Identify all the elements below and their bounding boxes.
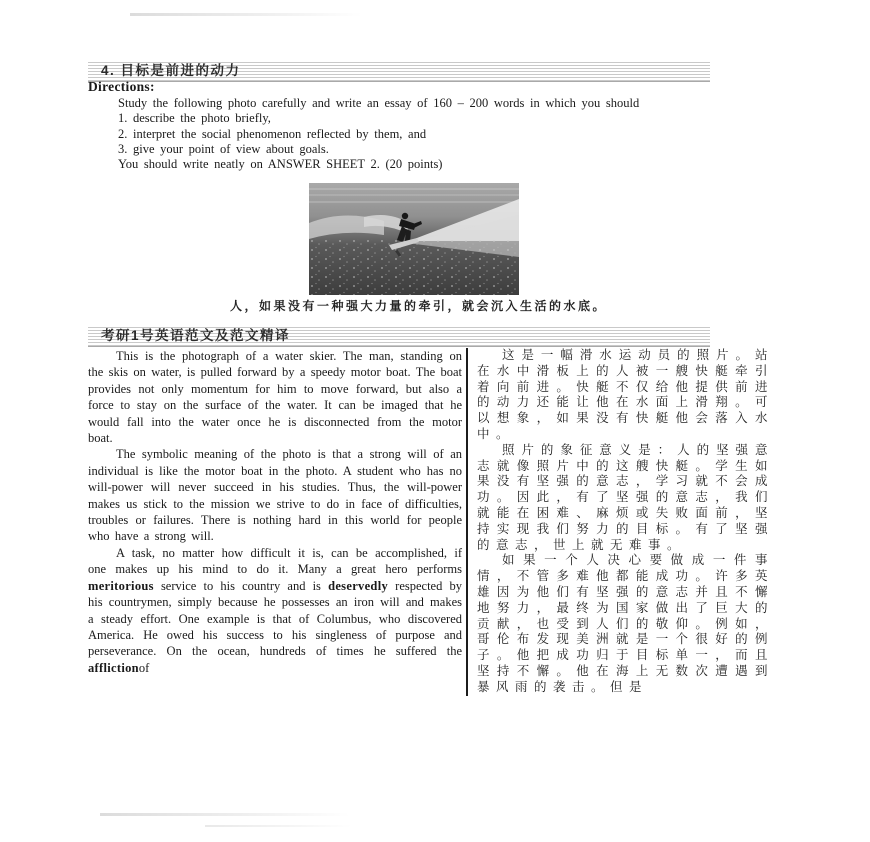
directions-intro: Study the following photo carefully and write an essay of 160 – 200 words in which you should — [118, 96, 640, 110]
english-paragraph: The symbolic meaning of the photo is that a strong will of an individual is like the motor boat in the photo. A student who has no will-power will never succeed in his studies. Thus, the will-power makes us stick to the mission we strive to do in face of difficulties, troubles or failures. There is nothing hard in this world for people who have a strong will. — [88, 447, 462, 544]
scan-artifact-top — [130, 13, 362, 16]
essay-columns — [88, 348, 778, 696]
section-header-band — [88, 60, 710, 82]
english-paragraph: This is the photograph of a water skier. The man, standing on the skis on water, is pulled forward by a speedy motor boat. The boat provides not only momentum for him to move forward, but also a force to stay on the surface of the water. It can be imaged that he would fall into the water once he is disconnected from the motor boat. — [88, 349, 462, 446]
chinese-translation-column — [477, 348, 774, 696]
scan-artifact-bottom-2 — [205, 825, 352, 827]
directions-note: You should write neatly on ANSWER SHEET 2. (20 points) — [118, 157, 443, 172]
directions-item: 3. give your point of view about goals. — [118, 141, 329, 156]
water-skier-photo — [309, 183, 519, 295]
directions-items — [118, 111, 710, 157]
chinese-paragraph: 如果一个人决心要做成一件事情，不管多难他都能成功。许多英雄因为他们有坚强的意志并且不懈地努力，最终为国家做出了巨大的贡献，也受到人们的敬仰。例如，哥伦布发现美洲就是一个很好的例子。他把成功归于目标单一，而且坚持不懈。他在海上无数次遭遇到暴风雨的袭击。但是 — [477, 553, 774, 694]
directions-item: 2. interpret the social phenomenon reflected by them, and — [118, 126, 427, 141]
section-title: 4. 目标是前进的动力 — [101, 63, 241, 78]
water-skier-photo-image — [309, 183, 519, 295]
scan-artifact-bottom — [100, 813, 350, 816]
column-divider — [466, 348, 468, 696]
essay-section-title: 考研1号英语范文及范文精译 — [101, 328, 291, 343]
chinese-paragraph: 这是一幅滑水运动员的照片。站在水中滑板上的人被一艘快艇牵引着向前进。快艇不仅给他提供前进的动力还能让他在水面上滑翔。可以想象，如果没有快艇他会落入水中。 — [477, 348, 774, 441]
chinese-paragraph: 照片的象征意义是：人的坚强意志就像照片中的这艘快艇。学生如果没有坚强的意志，学习就不会成功。因此，有了坚强的意志，我们就能在困难、麻烦或失败面前，坚持实现我们努力的目标。有了坚强的意志，世上就无难事。 — [477, 442, 774, 552]
directions-item: 1. describe the photo briefly, — [118, 111, 271, 126]
english-paragraph: A task, no matter how difficult it is, can be accomplished, if one makes up his mind to do it. Many a great hero performs meritorious service to his country and is deservedly respected by his countrymen, simply because he possesses an iron will and makes a steady effort. One example is that of Columbus, who discovered America. He owed his success to his singleness of purpose and perseverance. On the ocean, hundreds of times he suffered the afflictionof — [88, 545, 462, 675]
directions-label: Directions: — [88, 79, 155, 94]
directions-body — [118, 96, 710, 172]
essay-header-band — [88, 325, 710, 347]
english-essay-column — [88, 348, 462, 696]
photo-caption: 人，如果没有一种强大力量的牵引，就会沉入生活的水底。 — [230, 299, 608, 313]
